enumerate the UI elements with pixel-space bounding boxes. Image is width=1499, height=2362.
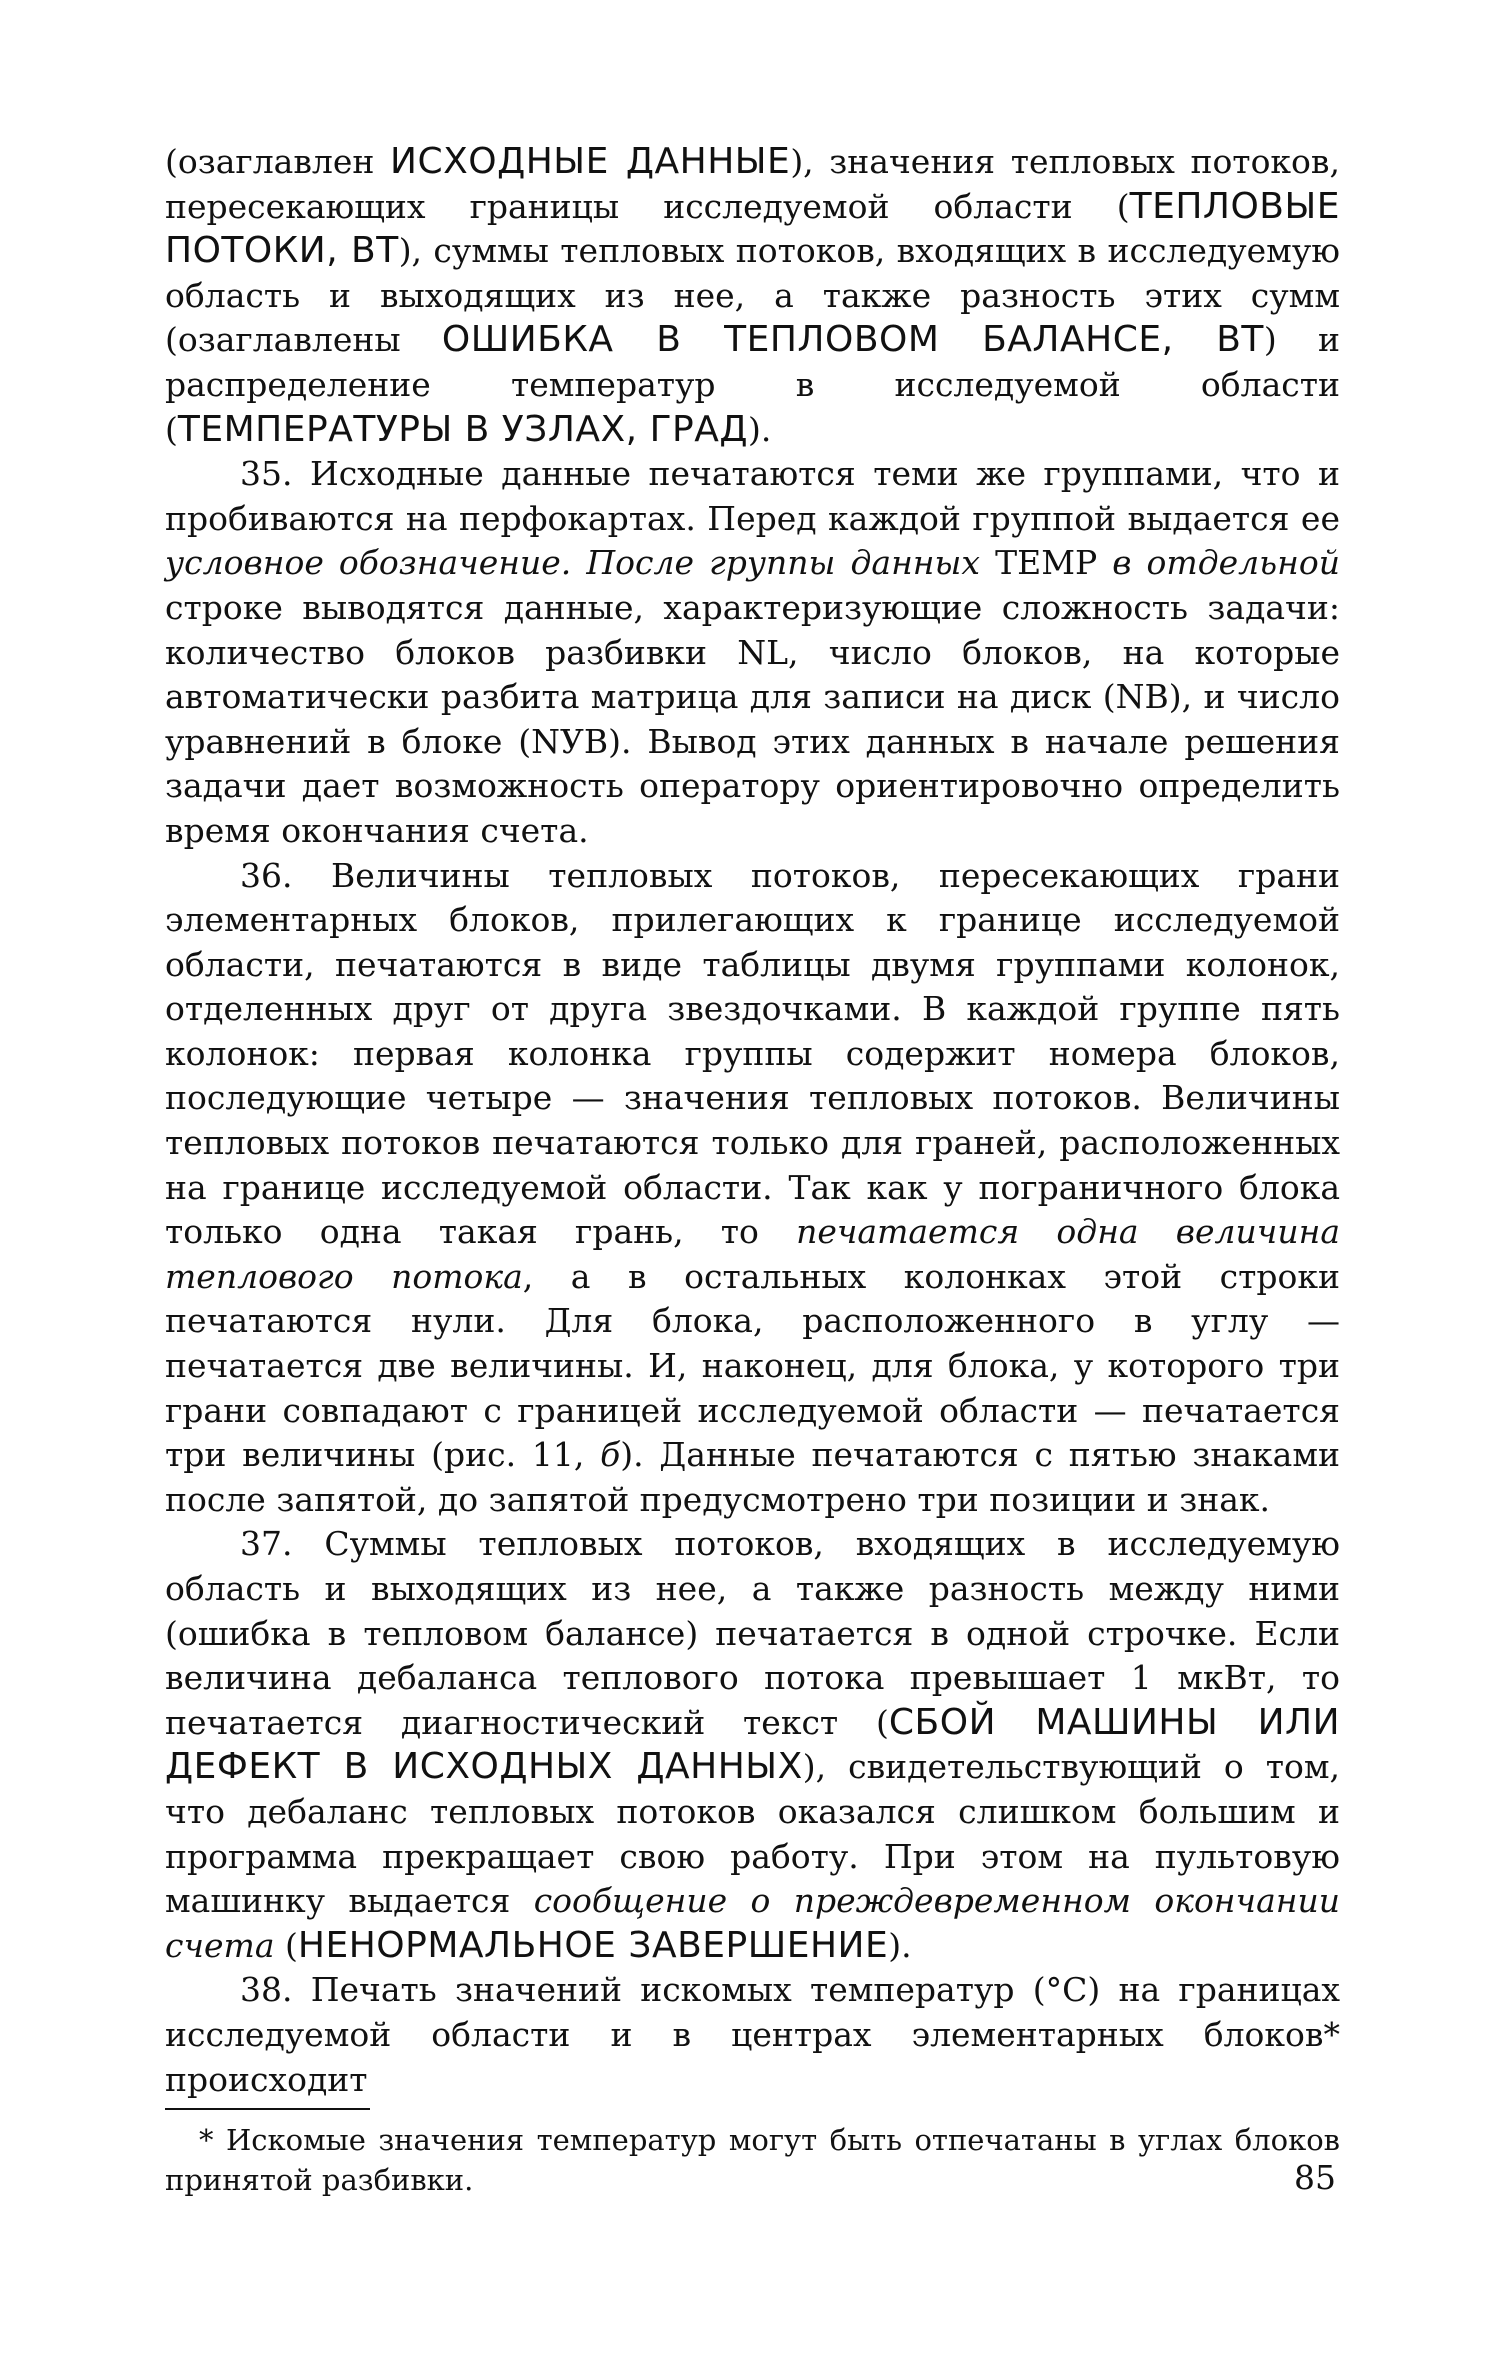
italic-text: печатается одна величина теплового потока bbox=[165, 1212, 1340, 1296]
paragraph-continuation bbox=[165, 140, 1340, 452]
footnote-divider bbox=[165, 2108, 370, 2110]
text-run: , а в остальных колонках этой строки печатаются нули. Для блока, расположенного в углу — печатается две величины. И, наконец, для блока, у которого три грани совпадают с границей исследуемой области — печатается три величины (рис. 11, bbox=[165, 1256, 1340, 1475]
italic-text: б bbox=[600, 1435, 621, 1475]
text-run: ) и распределение температур в исследуемой области ( bbox=[165, 320, 1341, 449]
caps-heading-initial-data: ИСХОДНЫЕ ДАННЫЕ bbox=[390, 141, 791, 182]
text-run: ), значения тепловых потоков, пересекающих границы исследуемой области ( bbox=[165, 142, 1340, 226]
text-run: 38. Печать значений искомых температур (°С) на границах исследуемой области и в центрах элементарных блоков* происходит bbox=[165, 1970, 1340, 2099]
caps-heading-machine-failure: СБОЙ МАШИНЫ ИЛИ ДЕФЕКТ В ИСХОДНЫХ ДАННЫХ bbox=[165, 1701, 1340, 1788]
text-run: ). bbox=[748, 409, 772, 449]
page-body bbox=[165, 140, 1340, 2200]
caps-heading-abnormal-termination: НЕНОРМАЛЬНОЕ ЗАВЕРШЕНИЕ bbox=[297, 1924, 889, 1966]
caps-heading-heat-flows: ТЕПЛОВЫЕ ПОТОКИ, ВТ bbox=[165, 185, 1340, 272]
italic-text: сообщение о преждевременном окончании счета bbox=[165, 1881, 1340, 1965]
text-run: ), свидетельствующий о том, что дебаланс тепловых потоков оказался слишком большим и программа прекращает свою работу. При этом на пультовую машинку выдается bbox=[165, 1747, 1341, 1921]
paragraph-37 bbox=[165, 1522, 1340, 1968]
text-run: ), суммы тепловых потоков, входящих в исследуемую область и выходящих из нее, а также разность этих сумм (озаглавлены bbox=[165, 231, 1340, 360]
italic-text: условное обозначение. После группы данных bbox=[165, 543, 981, 583]
text-run: ( bbox=[274, 1925, 298, 1965]
caps-heading-balance-error: ОШИБКА В ТЕПЛОВОМ БАЛАНСЕ, ВТ bbox=[441, 319, 1264, 361]
text-run: ТЕМР bbox=[980, 543, 1113, 583]
text-run: 35. Исходные данные печатаются теми же группами, что и пробиваются на перфокартах. Перед каждой группой выдается ее bbox=[165, 454, 1340, 538]
page-number: 85 bbox=[1294, 2158, 1336, 2197]
caps-heading-node-temperatures: ТЕМПЕРАТУРЫ В УЗЛАХ, ГРАД bbox=[177, 408, 748, 450]
text-run: (озаглавлен bbox=[165, 142, 391, 181]
paragraph-38 bbox=[165, 1968, 1340, 2102]
text-run: 37. Суммы тепловых потоков, входящих в исследуемую область и выходящих из нее, а также разность между ними (ошибка в тепловом балансе) печатается в одной строчке. Если величина дебаланса теплового потока превышает 1 мкВт, то печатается диагностический текст ( bbox=[165, 1524, 1340, 1742]
paragraph-36 bbox=[165, 854, 1340, 1523]
text-run: ). Данные печатаются с пятью знаками после запятой, до запятой предусмотрено три позиции и знак. bbox=[165, 1435, 1340, 1519]
text-run: ). bbox=[888, 1925, 912, 1965]
text-run: 36. Величины тепловых потоков, пересекающих грани элементарных блоков, прилегающих к границе исследуемой области, печатаются в виде таблицы двумя группами колонок, отделенных друг от друга звездочками. В каждой группе пять колонок: первая колонка группы содержит номера блоков, последующие четыре — значения тепловых потоков. Величины тепловых потоков печатаются только для граней, расположенных на границе исследуемой области. Так как у пограничного блока только одна такая грань, то bbox=[165, 855, 1340, 1252]
text-run: строке выводятся данные, характеризующие сложность задачи: количество блоков разбивки NL, число блоков, на которые автоматически разбита матрица для записи на диск (NB), и число уравнений в блоке (NУВ). Вывод этих данных в начале решения задачи дает возможность оператору ориентировочно определить время окончания счета. bbox=[165, 587, 1340, 850]
footnote: * Искомые значения температур могут быть отпечатаны в углах блоков принятой разбивки. bbox=[165, 2123, 1340, 2198]
paragraph-35 bbox=[165, 452, 1340, 853]
italic-text: в отдельной bbox=[1112, 543, 1340, 583]
